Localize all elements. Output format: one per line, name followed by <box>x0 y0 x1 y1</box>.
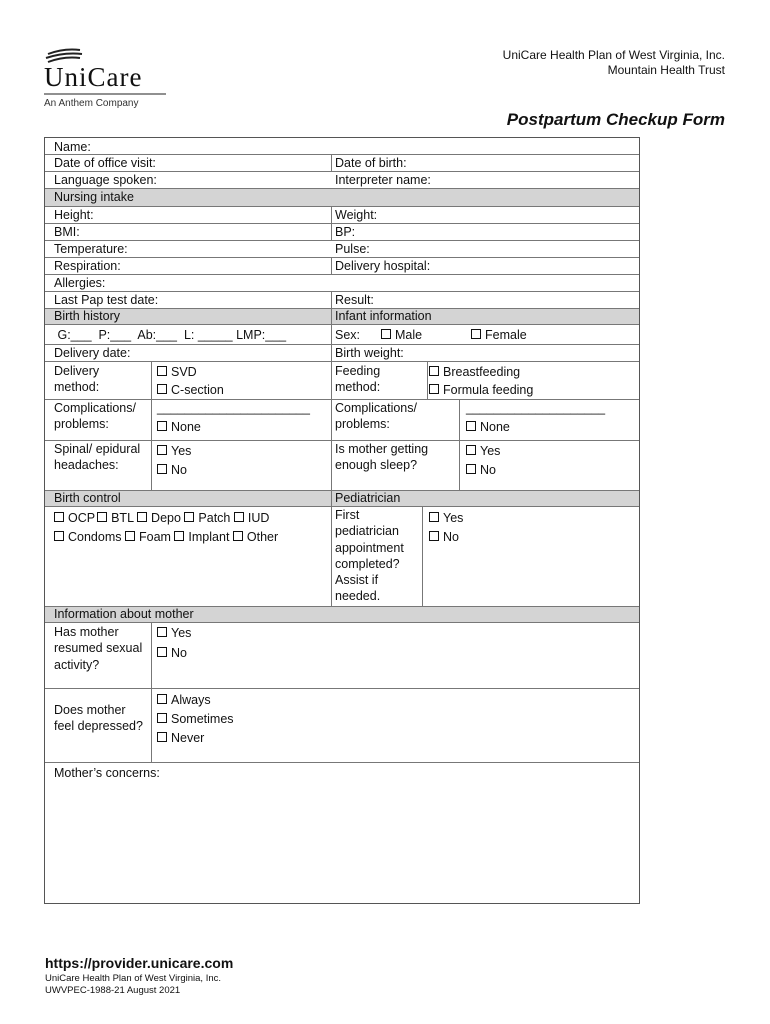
organization-info <box>503 48 725 78</box>
ocp-checkbox[interactable] <box>54 512 64 522</box>
never-checkbox[interactable] <box>157 732 167 742</box>
first-pediatrician-appointment-label: First pediatrician appointment completed? Assist if needed. <box>335 508 404 604</box>
pediatrician-yes-option[interactable]: Yes <box>429 510 463 526</box>
resumed-yes-option[interactable]: Yes <box>157 625 191 641</box>
complications-label-right: Complications/ problems: <box>335 401 417 432</box>
none-option-right[interactable]: None <box>466 419 510 435</box>
feels-depressed-label: Does mother feel depressed? <box>54 703 143 734</box>
provider-url-link[interactable]: https://provider.unicare.com <box>45 955 234 971</box>
other-checkbox[interactable] <box>233 531 243 541</box>
unicare-logo <box>44 46 184 116</box>
btl-checkbox[interactable] <box>97 512 107 522</box>
depo-checkbox[interactable] <box>137 512 147 522</box>
nursing-intake-heading: Nursing intake <box>54 190 134 204</box>
sleep-yes-checkbox[interactable] <box>466 445 476 455</box>
office-visit-date-label: Date of office visit: <box>54 156 156 170</box>
pulse-label: Pulse: <box>335 242 370 256</box>
breastfeeding-checkbox[interactable] <box>429 366 439 376</box>
foam-checkbox[interactable] <box>125 531 135 541</box>
sleep-no-option[interactable]: No <box>466 462 496 478</box>
c-section-checkbox[interactable] <box>157 384 167 394</box>
bp-label: BP: <box>335 225 356 239</box>
always-option[interactable]: Always <box>157 692 211 708</box>
formula-feeding-option[interactable]: Formula feeding <box>429 382 533 398</box>
resumed-no-checkbox[interactable] <box>157 647 167 657</box>
breastfeeding-option[interactable]: Breastfeeding <box>429 364 520 380</box>
allergies-label: Allergies: <box>54 276 106 290</box>
complications-line-right: ____________________ <box>466 401 606 415</box>
sex-label: Sex: <box>335 328 361 342</box>
form-title: Postpartum Checkup Form <box>506 110 725 129</box>
checkup-form <box>44 137 640 904</box>
delivery-date-label: Delivery date: <box>54 346 131 360</box>
spinal-yes-option[interactable]: Yes <box>157 443 191 459</box>
resumed-yes-checkbox[interactable] <box>157 627 167 637</box>
birth-control-options-row1: OCP BTL Depo Patch IUD <box>54 510 269 526</box>
none-checkbox-right[interactable] <box>466 421 476 431</box>
pediatrician-no-option[interactable]: No <box>429 529 459 545</box>
sometimes-option[interactable]: Sometimes <box>157 711 234 727</box>
sleep-yes-option[interactable]: Yes <box>466 443 500 459</box>
mother-info-heading: Information about mother <box>54 607 194 621</box>
pediatrician-no-checkbox[interactable] <box>429 531 439 541</box>
female-option[interactable]: Female <box>471 327 527 343</box>
svd-checkbox[interactable] <box>157 366 167 376</box>
footer-org: UniCare Health Plan of West Virginia, Inc. <box>45 973 222 984</box>
pediatrician-heading: Pediatrician <box>335 491 401 505</box>
sometimes-checkbox[interactable] <box>157 713 167 723</box>
interpreter-name-label: Interpreter name: <box>335 173 431 187</box>
implant-checkbox[interactable] <box>174 531 184 541</box>
name-label: Name: <box>54 140 91 154</box>
complications-label-left: Complications/ problems: <box>54 401 136 432</box>
none-option-left[interactable]: None <box>157 419 201 435</box>
pediatrician-yes-checkbox[interactable] <box>429 512 439 522</box>
height-label: Height: <box>54 208 94 222</box>
resumed-sexual-activity-label: Has mother resumed sexual activity? <box>54 625 143 672</box>
iud-checkbox[interactable] <box>234 512 244 522</box>
footer-info <box>45 973 221 997</box>
birth-history-heading: Birth history <box>54 309 120 323</box>
condoms-checkbox[interactable] <box>54 531 64 541</box>
female-checkbox[interactable] <box>471 329 481 339</box>
org-name: UniCare Health Plan of West Virginia, Inc. <box>502 48 725 62</box>
spinal-headaches-label: Spinal/ epidural headaches: <box>54 442 141 473</box>
result-label: Result: <box>335 293 374 307</box>
feeding-method-label: Feeding method: <box>335 364 381 395</box>
respiration-label: Respiration: <box>54 259 121 273</box>
delivery-method-label: Delivery method: <box>54 364 100 395</box>
complications-line-left: ______________________ <box>157 401 310 415</box>
never-option[interactable]: Never <box>157 730 204 746</box>
spinal-no-checkbox[interactable] <box>157 464 167 474</box>
patch-checkbox[interactable] <box>184 512 194 522</box>
male-option[interactable]: Male <box>381 327 422 343</box>
nursing-intake-band <box>45 189 639 206</box>
last-pap-test-label: Last Pap test date: <box>54 293 159 307</box>
formula-feeding-checkbox[interactable] <box>429 384 439 394</box>
infant-information-heading: Infant information <box>335 309 432 323</box>
always-checkbox[interactable] <box>157 694 167 704</box>
svd-option[interactable]: SVD <box>157 364 197 380</box>
org-program: Mountain Health Trust <box>607 63 725 77</box>
mother-concerns-field[interactable] <box>49 784 635 899</box>
weight-label: Weight: <box>335 208 378 222</box>
language-spoken-label: Language spoken: <box>54 173 157 187</box>
birth-control-heading: Birth control <box>54 491 121 505</box>
spinal-yes-checkbox[interactable] <box>157 445 167 455</box>
sleep-no-checkbox[interactable] <box>466 464 476 474</box>
date-of-birth-label: Date of birth: <box>335 156 407 170</box>
logo-wordmark: UniCare <box>44 62 143 92</box>
sleep-label: Is mother getting enough sleep? <box>335 442 429 473</box>
logo-tagline: An Anthem Company <box>44 98 139 109</box>
footer-form-id: UWVPEC-1988-21 August 2021 <box>45 985 181 996</box>
temperature-label: Temperature: <box>54 242 128 256</box>
gpal-line: G:___ P:___ Ab:___ L: _____ LMP:___ <box>54 328 287 342</box>
birth-weight-label: Birth weight: <box>335 346 404 360</box>
spinal-no-option[interactable]: No <box>157 462 187 478</box>
resumed-no-option[interactable]: No <box>157 645 187 661</box>
mother-concerns-label: Mother’s concerns: <box>54 766 160 780</box>
delivery-hospital-label: Delivery hospital: <box>335 259 431 273</box>
bmi-label: BMI: <box>54 225 80 239</box>
birth-control-options-row2: Condoms Foam Implant Other <box>54 529 278 545</box>
c-section-option[interactable]: C-section <box>157 382 224 398</box>
male-checkbox[interactable] <box>381 329 391 339</box>
none-checkbox-left[interactable] <box>157 421 167 431</box>
